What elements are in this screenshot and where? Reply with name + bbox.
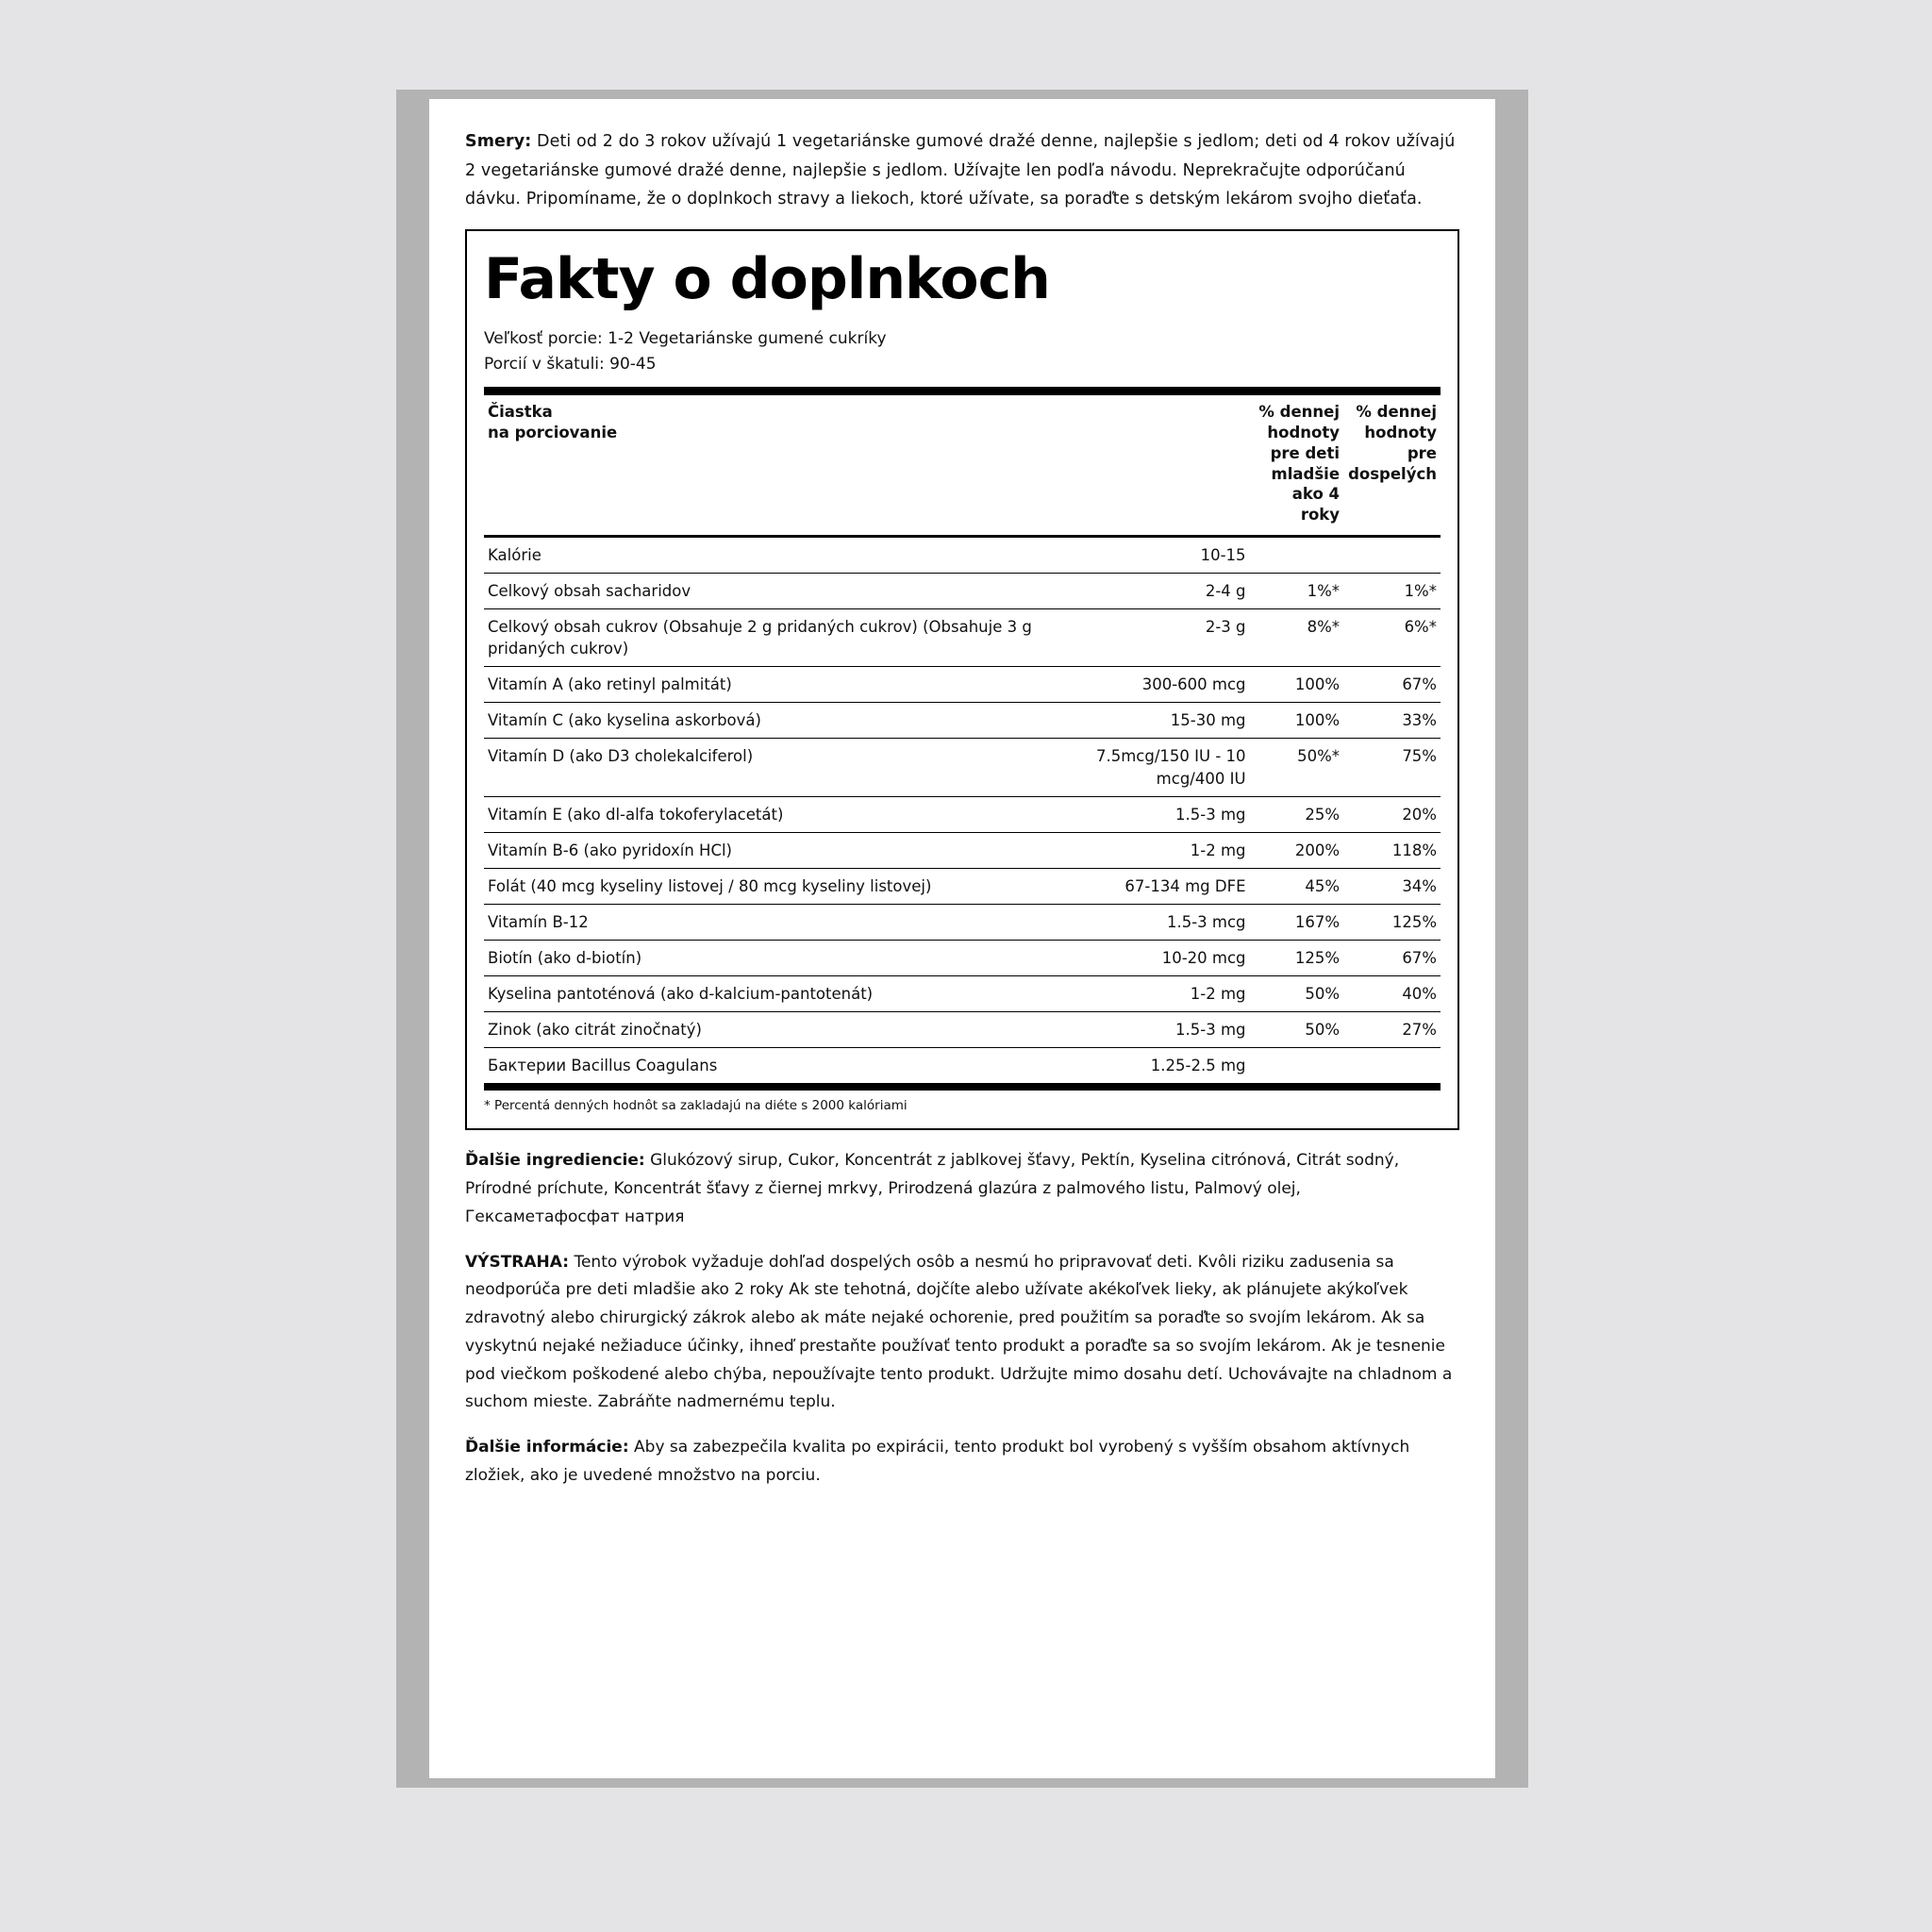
- table-head: [484, 395, 1441, 536]
- column-header-amount-line1: Čiastka: [488, 403, 553, 422]
- table-row: [484, 1048, 1441, 1084]
- panel-divider-footer: [484, 1084, 1441, 1091]
- warning-label: VÝSTRAHA:: [465, 1252, 570, 1272]
- label-page: [396, 90, 1528, 1788]
- label-content: [429, 99, 1495, 1778]
- nutrient-name: Vitamín A (ako retinyl palmitát): [484, 667, 1042, 703]
- table-row: [484, 796, 1441, 832]
- panel-divider-thick: [484, 387, 1441, 395]
- warning-paragraph: [465, 1249, 1459, 1418]
- nutrient-dv-children: 167%: [1250, 904, 1343, 940]
- nutrient-dv-children: 8%*: [1250, 609, 1343, 667]
- directions-text: Deti od 2 do 3 rokov užívajú 1 vegetariánske gumové dražé denne, najlepšie s jedlom; deti od 4 rokov užívajú 2 vegetariánske gumové dražé denne, najlepšie s jedlom. Užívajte len podľa návodu. Neprekračujte odporúčanú dávku. Pripomíname, že o doplnkoch stravy a liekoch, ktoré užívate, sa poraďte s detským lekárom svojho dieťaťa.: [465, 132, 1456, 209]
- nutrient-amount: 1.5-3 mg: [1042, 1012, 1249, 1048]
- nutrient-amount: 2-4 g: [1042, 573, 1249, 608]
- nutrient-dv-adults: 40%: [1343, 976, 1441, 1012]
- more-info-paragraph: [465, 1434, 1459, 1491]
- column-header-amount-line2: na porciovanie: [488, 424, 618, 442]
- nutrient-amount: 7.5mcg/150 IU - 10 mcg/400 IU: [1042, 739, 1249, 796]
- directions-label: Smery:: [465, 132, 532, 151]
- nutrient-dv-children: 100%: [1250, 703, 1343, 739]
- nutrient-dv-adults: 125%: [1343, 904, 1441, 940]
- table-body: [484, 536, 1441, 1084]
- servings-per-container: Porcií v škatuli: 90-45: [484, 355, 657, 375]
- column-header-dv-children: % dennej hodnoty pre deti mladšie ako 4 roky: [1250, 395, 1343, 536]
- nutrient-dv-children: [1250, 1048, 1343, 1084]
- nutrient-dv-adults: 34%: [1343, 868, 1441, 904]
- nutrient-name: Vitamín C (ako kyselina askorbová): [484, 703, 1042, 739]
- table-row: [484, 868, 1441, 904]
- more-info-text: Aby sa zabezpečila kvalita po expirácii, tento produkt bol vyrobený s vyšším obsahom aktívnych zložiek, ako je uvedené množstvo na porciu.: [465, 1438, 1410, 1485]
- nutrient-amount: 300-600 mcg: [1042, 667, 1249, 703]
- nutrient-dv-children: 125%: [1250, 940, 1343, 975]
- nutrient-dv-adults: [1343, 1048, 1441, 1084]
- nutrient-amount: 2-3 g: [1042, 609, 1249, 667]
- nutrient-amount: 1.5-3 mcg: [1042, 904, 1249, 940]
- nutrient-dv-children: 1%*: [1250, 573, 1343, 608]
- nutrient-dv-adults: 6%*: [1343, 609, 1441, 667]
- nutrient-amount: 10-20 mcg: [1042, 940, 1249, 975]
- column-header-amount: [484, 395, 1042, 536]
- daily-value-footnote: * Percentá denných hodnôt sa zakladajú na diéte s 2000 kalóriami: [484, 1098, 908, 1114]
- nutrient-name: Celkový obsah cukrov (Obsahuje 2 g pridaných cukrov) (Obsahuje 3 g pridaných cukrov): [484, 609, 1042, 667]
- nutrient-name: Folát (40 mcg kyseliny listovej / 80 mcg kyseliny listovej): [484, 868, 1042, 904]
- nutrient-name: Celkový obsah sacharidov: [484, 573, 1042, 608]
- nutrient-amount: 67-134 mg DFE: [1042, 868, 1249, 904]
- nutrient-dv-children: 100%: [1250, 667, 1343, 703]
- nutrient-name: Vitamín E (ako dl-alfa tokoferylacetát): [484, 796, 1042, 832]
- table-row: [484, 832, 1441, 868]
- nutrient-name: Vitamín B-12: [484, 904, 1042, 940]
- nutrient-dv-children: 25%: [1250, 796, 1343, 832]
- table-row: [484, 667, 1441, 703]
- panel-title: Fakty o doplnkoch: [484, 245, 1050, 312]
- supplement-facts-table: [484, 395, 1441, 1084]
- nutrient-name: Kalórie: [484, 536, 1042, 573]
- nutrient-name: Kyselina pantoténová (ako d-kalcium-pantotenát): [484, 976, 1042, 1012]
- nutrient-amount: 1-2 mg: [1042, 976, 1249, 1012]
- nutrient-dv-adults: [1343, 536, 1441, 573]
- nutrient-dv-adults: 67%: [1343, 667, 1441, 703]
- nutrient-dv-adults: 75%: [1343, 739, 1441, 796]
- supplement-facts-panel: [465, 229, 1459, 1130]
- nutrient-dv-children: [1250, 536, 1343, 573]
- nutrient-dv-adults: 33%: [1343, 703, 1441, 739]
- other-ingredients-paragraph: [465, 1147, 1459, 1231]
- nutrient-name: Бактерии Bacillus Coagulans: [484, 1048, 1042, 1084]
- table-row: [484, 703, 1441, 739]
- nutrient-dv-adults: 1%*: [1343, 573, 1441, 608]
- nutrient-dv-children: 50%: [1250, 1012, 1343, 1048]
- other-ingredients-text: Glukózový sirup, Cukor, Koncentrát z jablkovej šťavy, Pektín, Kyselina citrónová, Citrát sodný, Prírodné príchute, Koncentrát šťavy z čiernej mrkvy, Prirodzená glazúra z palmového listu, Palmový olej, Гексаметафосфат натрия: [465, 1151, 1400, 1226]
- nutrient-name: Vitamín D (ako D3 cholekalciferol): [484, 739, 1042, 796]
- table-row: [484, 609, 1441, 667]
- nutrient-amount: 1.25-2.5 mg: [1042, 1048, 1249, 1084]
- nutrient-dv-children: 200%: [1250, 832, 1343, 868]
- column-header-amount-spacer: [1042, 395, 1249, 536]
- serving-size: Veľkosť porcie: 1-2 Vegetariánske gumené cukríky: [484, 328, 887, 348]
- nutrient-dv-children: 50%*: [1250, 739, 1343, 796]
- nutrient-dv-adults: 27%: [1343, 1012, 1441, 1048]
- table-row: [484, 536, 1441, 573]
- nutrient-name: Biotín (ako d-biotín): [484, 940, 1042, 975]
- table-row: [484, 1012, 1441, 1048]
- table-row: [484, 976, 1441, 1012]
- table-row: [484, 940, 1441, 975]
- directions-paragraph: [465, 127, 1459, 214]
- nutrient-dv-adults: 20%: [1343, 796, 1441, 832]
- column-header-dv-adults: % dennej hodnoty pre dospelých: [1343, 395, 1441, 536]
- table-row: [484, 904, 1441, 940]
- warning-text: Tento výrobok vyžaduje dohľad dospelých osôb a nesmú ho pripravovať deti. Kvôli riziku zadusenia sa neodporúča pre deti mladšie ako 2 roky Ak ste tehotná, dojčíte alebo užívate akékoľvek lieky, ak plánujete akýkoľvek zdravotný alebo chirurgický zákrok alebo ak máte nejaké ochorenie, pred použitím sa poraďte so svojím lekárom. Ak sa vyskytnú nejaké nežiaduce účinky, ihneď prestaňte používať tento produkt a poraďte sa so svojím lekárom. Ak je tesnenie pod viečkom poškodené alebo chýba, nepoužívajte tento produkt. Udržujte mimo dosahu detí. Uchovávajte na chladnom a suchom mieste. Zabráňte nadmernému teplu.: [465, 1252, 1453, 1412]
- table-row: [484, 739, 1441, 796]
- nutrient-name: Zinok (ako citrát zinočnatý): [484, 1012, 1042, 1048]
- nutrient-dv-children: 50%: [1250, 976, 1343, 1012]
- nutrient-amount: 1.5-3 mg: [1042, 796, 1249, 832]
- nutrient-name: Vitamín B-6 (ako pyridoxín HCl): [484, 832, 1042, 868]
- nutrient-dv-adults: 67%: [1343, 940, 1441, 975]
- other-ingredients-label: Ďalšie ingrediencie:: [465, 1151, 645, 1171]
- nutrient-amount: 10-15: [1042, 536, 1249, 573]
- nutrient-dv-adults: 118%: [1343, 832, 1441, 868]
- more-info-label: Ďalšie informácie:: [465, 1438, 629, 1457]
- table-row: [484, 573, 1441, 608]
- nutrient-amount: 15-30 mg: [1042, 703, 1249, 739]
- nutrient-amount: 1-2 mg: [1042, 832, 1249, 868]
- nutrient-dv-children: 45%: [1250, 868, 1343, 904]
- table-header-row: [484, 395, 1441, 536]
